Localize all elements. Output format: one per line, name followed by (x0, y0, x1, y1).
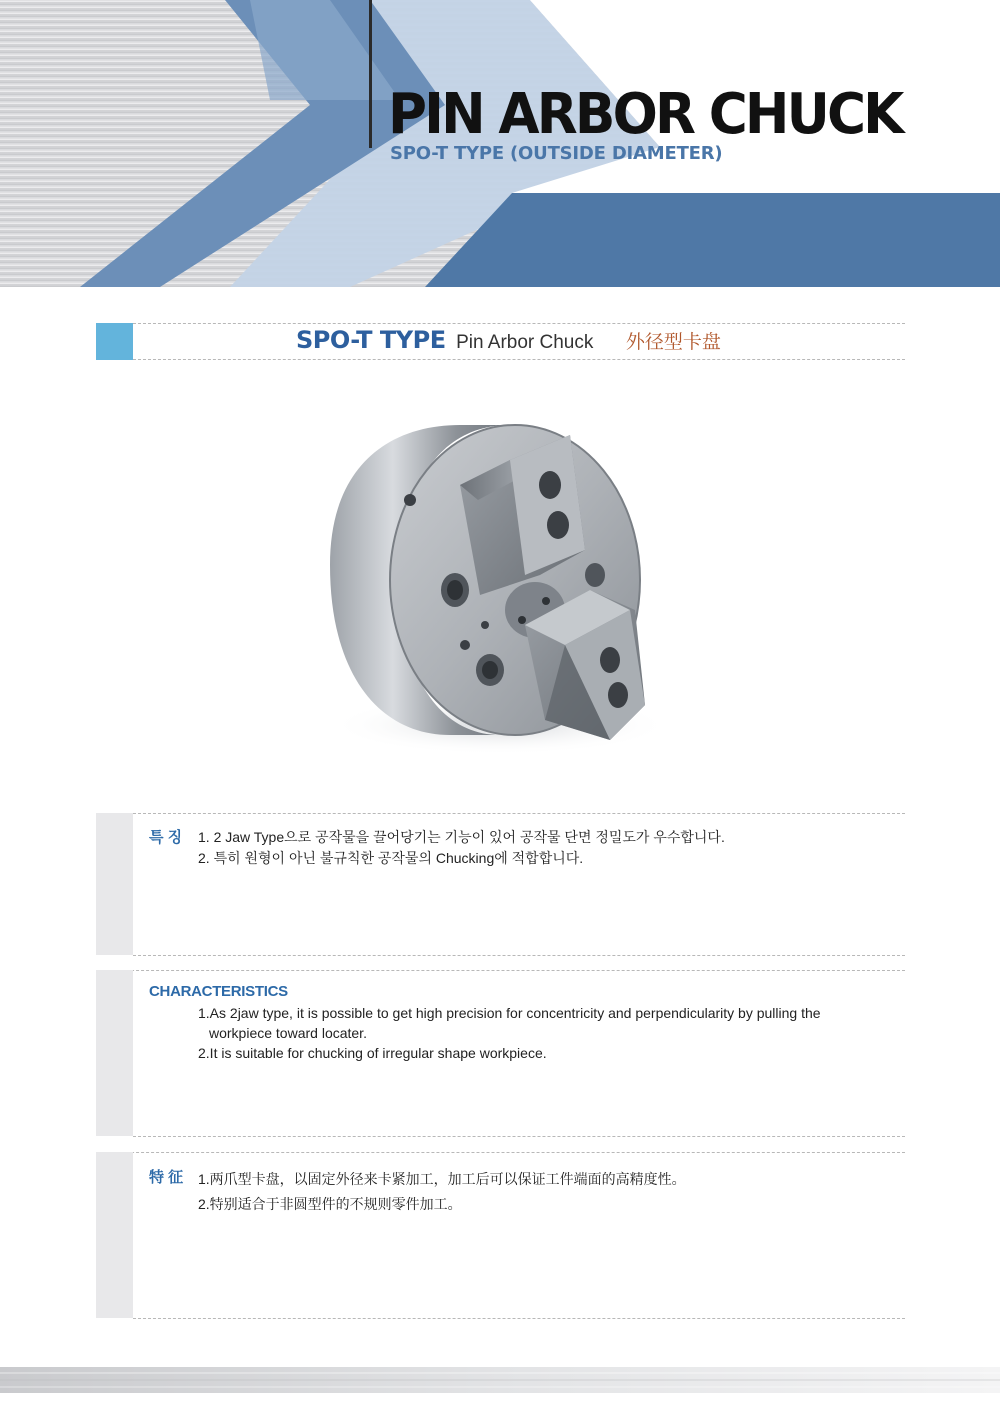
divider-features-zh (96, 1152, 905, 1153)
page-title: PIN ARBOR CHUCK (388, 82, 902, 147)
characteristics-label: CHARACTERISTICS (149, 983, 288, 1000)
product-image-chuck (300, 405, 700, 765)
product-name: Pin Arbor Chuck (456, 332, 594, 353)
features-ko-strip (96, 813, 133, 955)
section-title (296, 326, 721, 354)
type-label: SPO-T TYPE (296, 326, 446, 354)
footer-metal-strip (0, 1367, 1000, 1393)
chinese-product-name: 外径型卡盘 (625, 332, 721, 353)
header-banner (0, 0, 1000, 287)
characteristics-item: 2.It is suitable for chucking of irregular shape workpiece. (198, 1045, 547, 1061)
features-ko-item: 1. 2 Jaw Type으로 공작물을 끌어당기는 기능이 있어 공작물 단면 정밀도가 우수합니다. (198, 829, 725, 845)
divider-characteristics-top (133, 955, 905, 956)
features-ko-label: 특 징 (149, 829, 183, 846)
divider-characteristics (96, 970, 905, 971)
divider-bottom (133, 1318, 905, 1319)
characteristics-item: workpiece toward locater. (209, 1025, 367, 1041)
divider-features-ko (133, 813, 905, 814)
features-zh-label: 特 征 (149, 1169, 184, 1186)
features-ko-item: 2. 특히 원형이 아닌 불규칙한 공작물의 Chucking에 적합합니다. (198, 850, 584, 866)
title-accent-bar (369, 0, 372, 148)
section-marker (96, 323, 133, 360)
features-zh-strip (96, 1152, 133, 1318)
characteristics-item: 1.As 2jaw type, it is possible to get high precision for concentricity and perpendicularity by pulling the (198, 1005, 821, 1021)
divider-features-zh-top (133, 1136, 905, 1137)
section-divider-top (133, 323, 905, 324)
characteristics-strip (96, 970, 133, 1136)
features-zh-item: 2.特别适合于非圆型件的不规则零件加工。 (198, 1196, 462, 1212)
section-divider-bottom (133, 359, 905, 360)
page-subtitle: SPO-T TYPE (OUTSIDE DIAMETER) (390, 143, 723, 164)
features-zh-item: 1.两爪型卡盘，以固定外径来卡紧加工，加工后可以保证工件端面的高精度性。 (198, 1171, 686, 1187)
